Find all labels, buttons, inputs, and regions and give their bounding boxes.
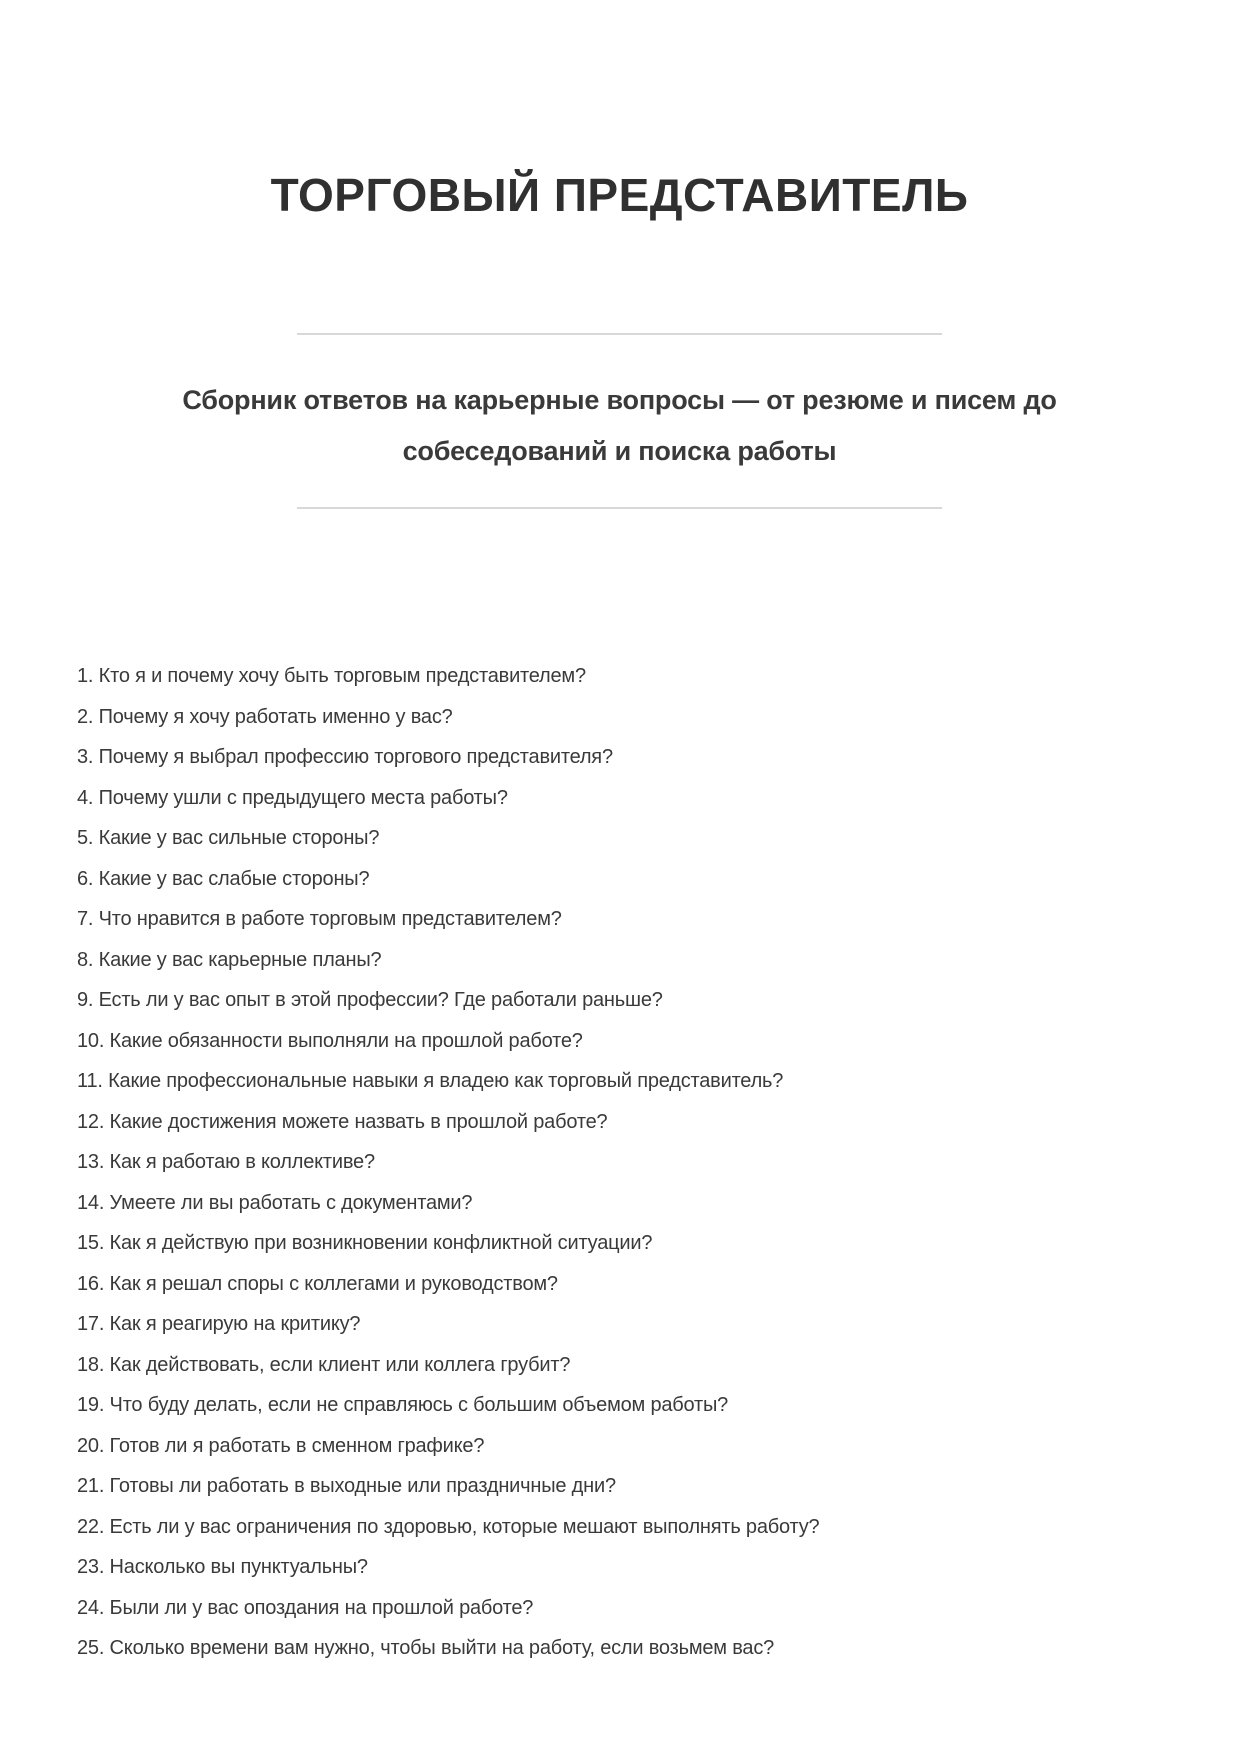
list-item: 14. Умеете ли вы работать с документами? (77, 1191, 473, 1214)
list-item: 19. Что буду делать, если не справляюсь с большим объемом работы? (77, 1394, 729, 1416)
list-item: 18. Как действовать, если клиент или коллега грубит? (77, 1353, 571, 1376)
page-title: ТОРГОВЫЙ ПРЕДСТАВИТЕЛЬ (270, 169, 969, 221)
list-item: 20. Готов ли я работать в сменном графике? (77, 1434, 485, 1457)
list-item: 25. Сколько времени вам нужно, чтобы выйти на работу, если возьмем вас? (77, 1637, 775, 1659)
list-item: 12. Какие достижения можете назвать в прошлой работе? (77, 1110, 608, 1133)
list-item: 9. Есть ли у вас опыт в этой профессии? Где работали раньше? (77, 989, 663, 1011)
list-item: 5. Какие у вас сильные стороны? (77, 827, 380, 849)
list-item: 21. Готовы ли работать в выходные или праздничные дни? (77, 1475, 616, 1497)
list-item: 13. Как я работаю в коллективе? (77, 1151, 375, 1173)
question-list (77, 656, 1179, 1669)
list-item: 8. Какие у вас карьерные планы? (77, 948, 382, 971)
list-item: 7. Что нравится в работе торговым представителем? (77, 908, 562, 930)
list-item: 15. Как я действую при возникновении конфликтной ситуации? (77, 1232, 653, 1254)
list-item: 11. Какие профессиональные навыки я владею как торговый представитель? (77, 1070, 784, 1092)
divider-bottom (297, 507, 942, 509)
list-item: 4. Почему ушли с предыдущего места работы? (77, 786, 508, 809)
list-item: 3. Почему я выбрал профессию торгового представителя? (77, 746, 613, 768)
list-item: 2. Почему я хочу работать именно у вас? (77, 705, 453, 728)
divider-top (297, 333, 942, 335)
list-item: 23. Насколько вы пунктуальны? (77, 1556, 368, 1578)
list-item: 17. Как я реагирую на критику? (77, 1313, 361, 1335)
page-subtitle: Сборник ответов на карьерные вопросы — от резюме и писем до собеседований и поиска работы (182, 385, 1057, 466)
list-item: 1. Кто я и почему хочу быть торговым представителем? (77, 665, 586, 687)
list-item: 24. Были ли у вас опоздания на прошлой работе? (77, 1596, 534, 1619)
list-item: 22. Есть ли у вас ограничения по здоровью, которые мешают выполнять работу? (77, 1515, 820, 1538)
list-item: 6. Какие у вас слабые стороны? (77, 867, 370, 890)
list-item: 10. Какие обязанности выполняли на прошлой работе? (77, 1029, 583, 1052)
list-item: 16. Как я решал споры с коллегами и руководством? (77, 1272, 558, 1295)
